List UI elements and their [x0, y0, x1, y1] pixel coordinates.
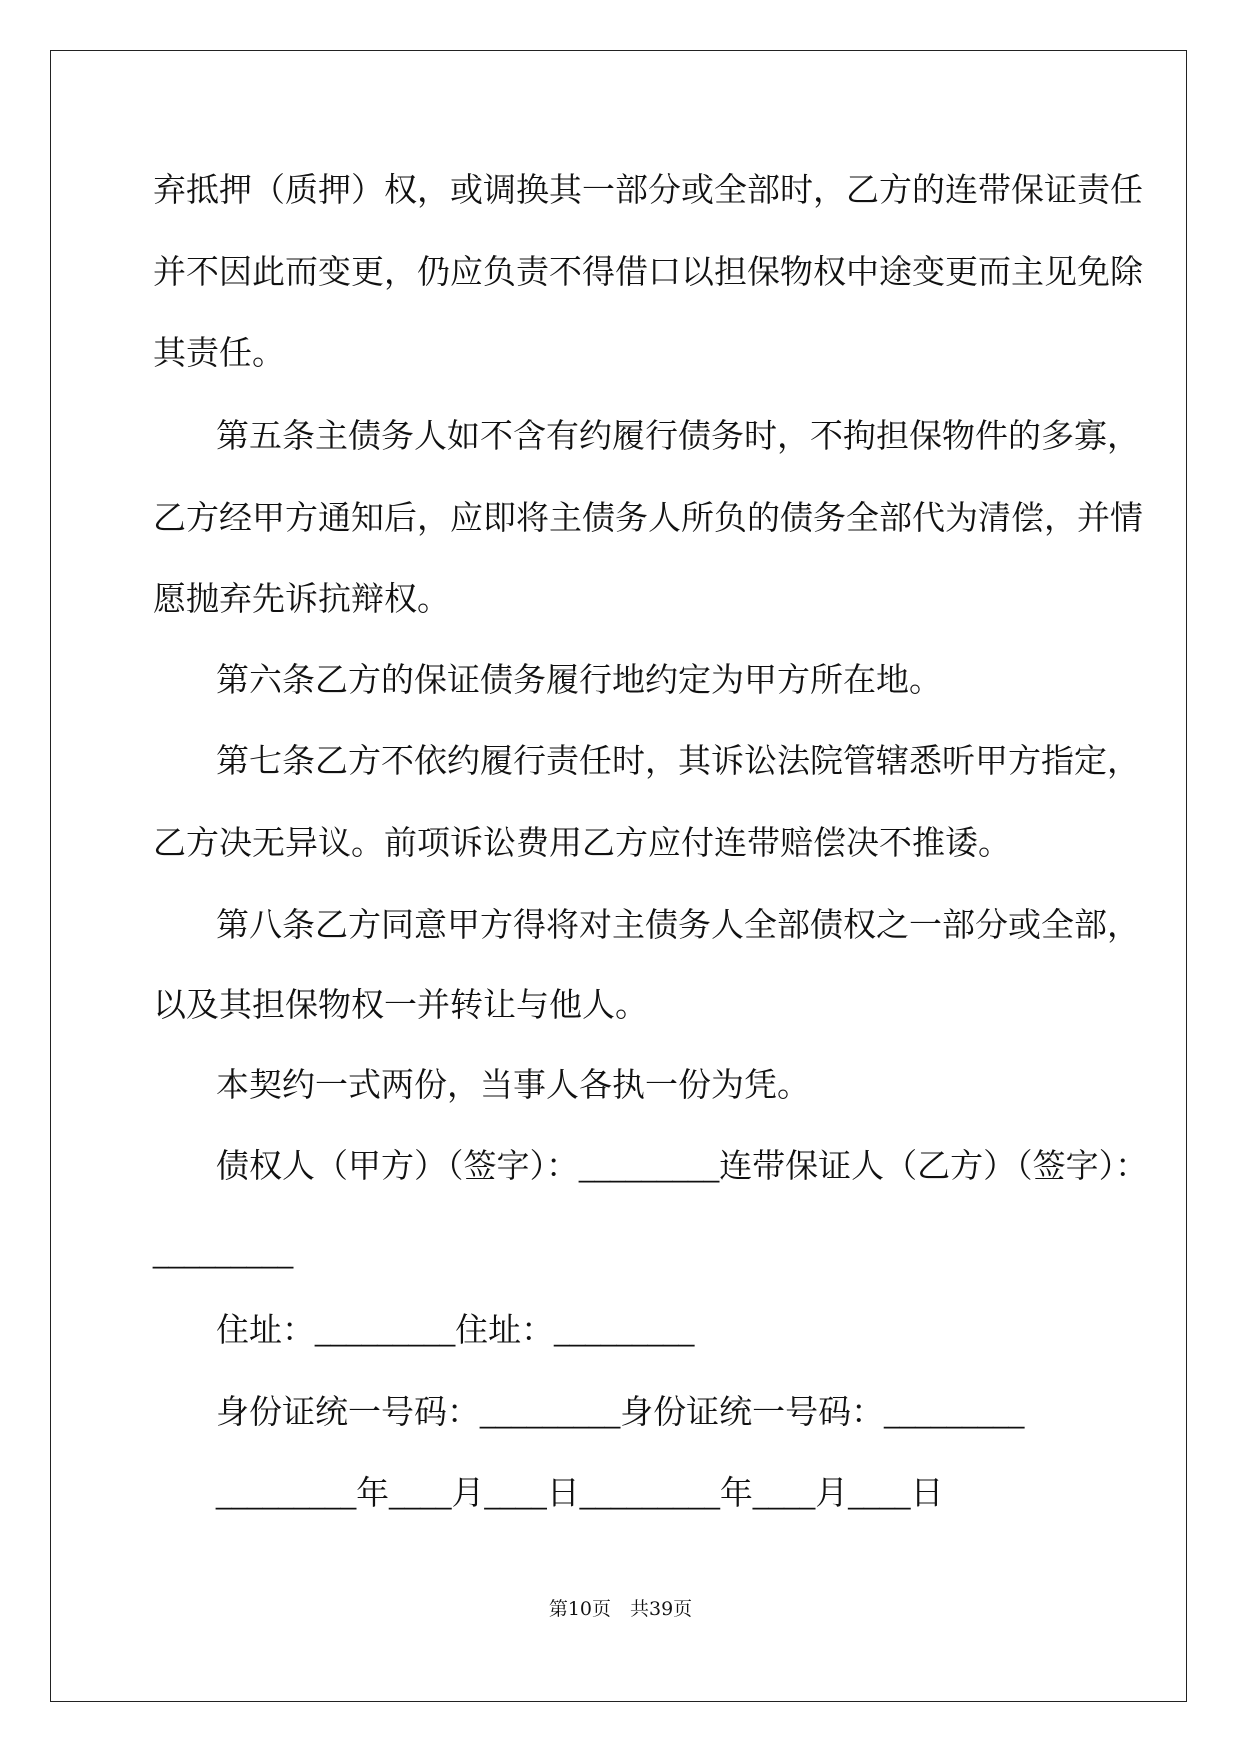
copies-clause: 本契约一式两份，当事人各执一份为凭。: [216, 1065, 810, 1104]
id-label: 身份证统一号码：: [620, 1392, 885, 1431]
address-line: [216, 1310, 694, 1352]
page-border: [50, 50, 1187, 1702]
guarantor-signature-blank[interactable]: _________: [153, 1238, 294, 1269]
guarantor-label: 连带保证人（乙方）（签字）：: [719, 1146, 1149, 1185]
article-6: 第六条乙方的保证债务履行地约定为甲方所在地。: [216, 660, 942, 699]
signature-line: [216, 1146, 1148, 1188]
year-label: 年: [356, 1473, 390, 1512]
guarantor-signature-line: [153, 1232, 293, 1274]
paragraph-line: 并不因此而变更，仍应负责不得借口以担保物权中途变更而主见免除: [153, 252, 1143, 291]
creditor-label: 债权人（甲方）（签字）：: [216, 1146, 579, 1185]
year-blank[interactable]: _________: [216, 1479, 357, 1510]
month-label: 月: [815, 1473, 849, 1512]
paragraph-line: 以及其担保物权一并转让与他人。: [153, 985, 648, 1024]
month-blank[interactable]: ____: [752, 1479, 816, 1510]
month-label: 月: [451, 1473, 485, 1512]
day-blank[interactable]: ____: [848, 1479, 911, 1510]
article-5: 第五条主债务人如不含有约履行债务时，不拘担保物件的多寡，: [216, 416, 1140, 455]
paragraph-line: 愿抛弃先诉抗辩权。: [153, 579, 450, 618]
id-label: 身份证统一号码：: [216, 1392, 480, 1431]
month-blank[interactable]: ____: [389, 1479, 452, 1510]
paragraph-line: 乙方决无异议。前项诉讼费用乙方应付连带赔偿决不推诿。: [153, 823, 1011, 862]
year-label: 年: [719, 1473, 753, 1512]
article-8: 第八条乙方同意甲方得将对主债务人全部债权之一部分或全部，: [216, 905, 1140, 944]
creditor-address-blank[interactable]: _________: [315, 1316, 456, 1347]
paragraph-line: 弃抵押（质押）权，或调换其一部分或全部时，乙方的连带保证责任: [153, 170, 1143, 209]
id-line: [216, 1392, 1024, 1434]
paragraph-line: 乙方经甲方通知后，应即将主债务人所负的债务全部代为清偿，并情: [153, 498, 1143, 537]
guarantor-address-blank[interactable]: _________: [554, 1316, 695, 1347]
day-blank[interactable]: ____: [484, 1479, 547, 1510]
page-number: 第10页 共39页: [548, 1598, 693, 1620]
year-blank[interactable]: _________: [579, 1479, 720, 1510]
article-7: 第七条乙方不依约履行责任时，其诉讼法院管辖悉听甲方指定，: [216, 741, 1140, 780]
address-label: 住址：: [216, 1310, 315, 1349]
date-line: [216, 1473, 944, 1515]
creditor-signature-blank[interactable]: _________: [579, 1152, 720, 1183]
day-label: 日: [910, 1473, 944, 1512]
day-label: 日: [546, 1473, 580, 1512]
paragraph-line: 其责任。: [153, 333, 285, 372]
guarantor-id-blank[interactable]: _________: [884, 1398, 1025, 1429]
creditor-id-blank[interactable]: _________: [480, 1398, 621, 1429]
address-label: 住址：: [455, 1310, 555, 1349]
